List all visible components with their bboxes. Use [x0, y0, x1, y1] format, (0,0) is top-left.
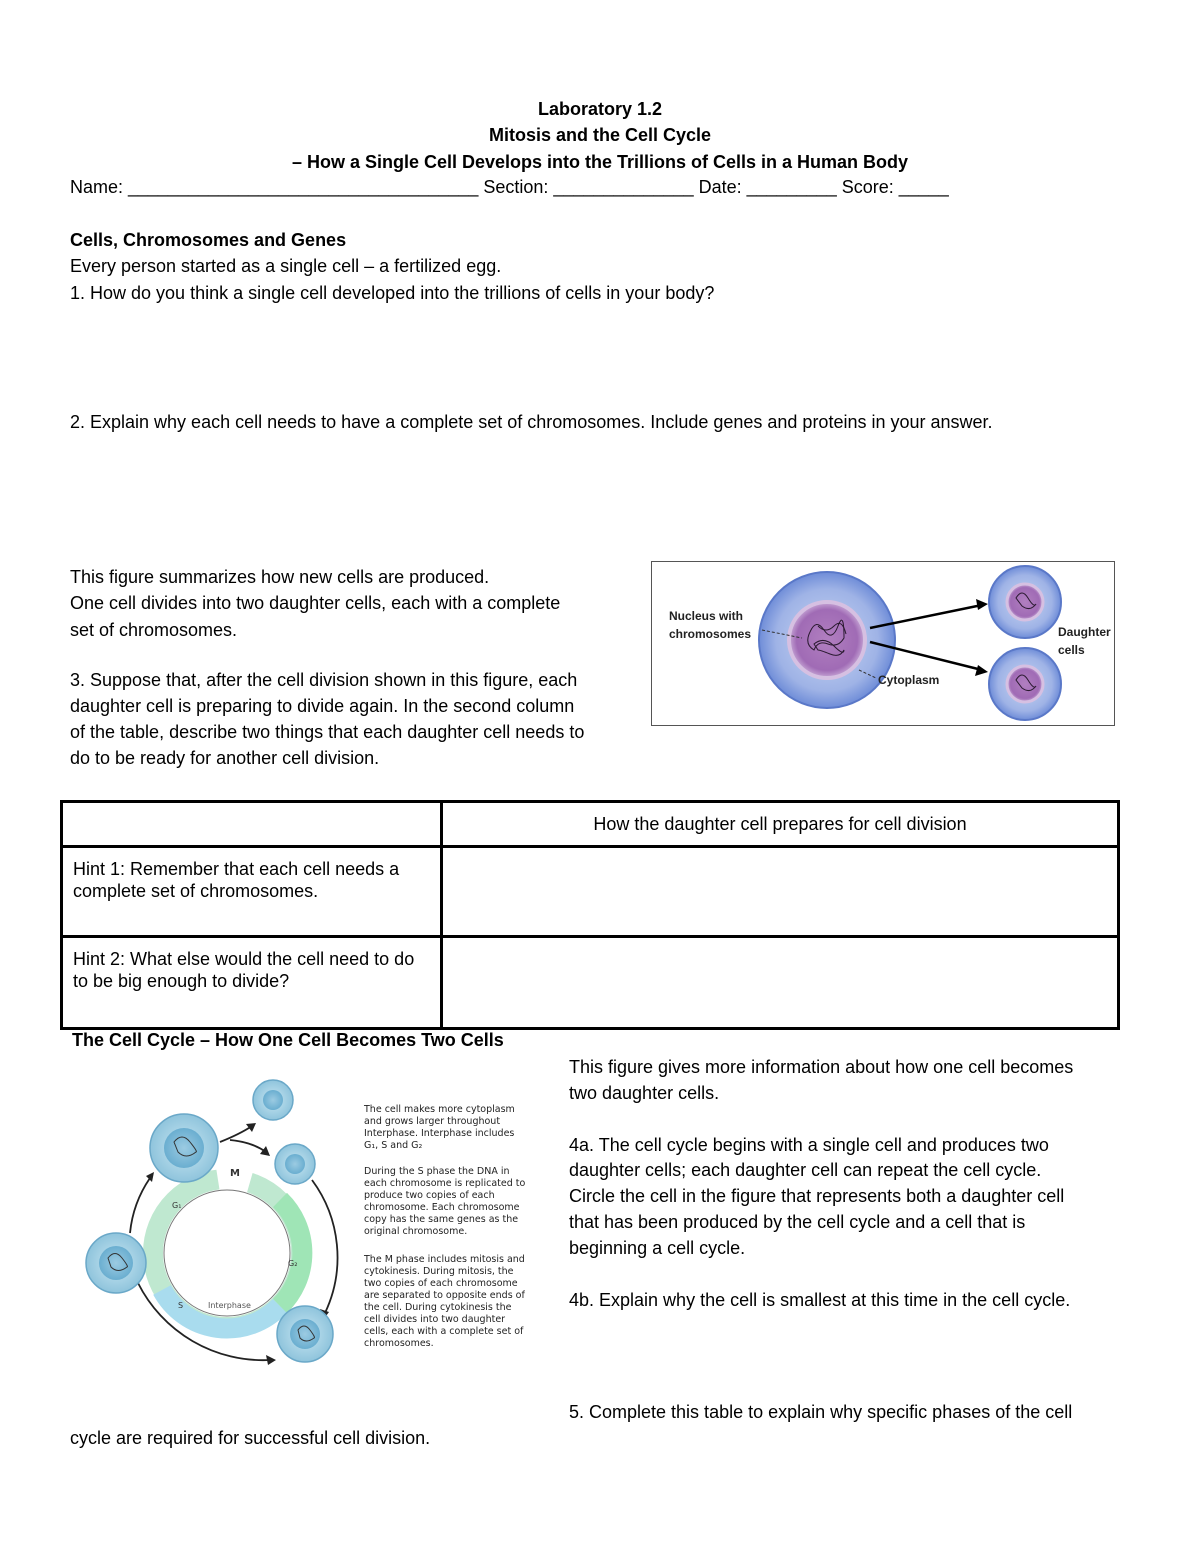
cycle-arrow-right — [312, 1180, 338, 1313]
daughter-nucleus-upper — [263, 1090, 283, 1110]
question-3-line2: daughter cell is preparing to divide again. In the second column — [70, 696, 575, 716]
figure1-text-line3: set of chromosomes. — [70, 620, 238, 640]
label-s: S — [178, 1301, 184, 1310]
cell-division-figure — [651, 561, 1115, 726]
table-header-cell-2: How the daughter cell prepares for cell division — [442, 802, 1119, 847]
question-1: 1. How do you think a single cell developed into the trillions of cells in your body? — [70, 283, 715, 303]
lab-title: Mitosis and the Cell Cycle — [488, 125, 712, 145]
split-arrowhead-up — [246, 1123, 256, 1132]
nucleus-bottom-right — [290, 1319, 320, 1349]
caption-m-phase: The M phase includes mitosis and cytokinesis. During mitosis, the two copies of each chromosome are separated to opposite ends of the cell. During cytokinesis the cell divides into two daughter cells, each with a complete set of chromosomes. — [364, 1254, 525, 1349]
label-daughter-line2: cells — [1058, 643, 1085, 657]
table-header-cell-1 — [62, 802, 442, 847]
caption-interphase: The cell makes more cytoplasm and grows larger throughout Interphase. Interphase includes G₁, S and G₂ — [364, 1104, 515, 1151]
lab-tagline: – How a Single Cell Develops into the Trillions of Cells in a Human Body — [291, 152, 909, 172]
figure2-text-line2: two daughter cells. — [569, 1083, 720, 1103]
m-phase-arc — [218, 1179, 250, 1182]
question-3-line3: of the table, describe two things that each daughter cell needs to — [70, 722, 585, 742]
cycle-arrowhead-left — [146, 1172, 154, 1182]
section-heading-cells: Cells, Chromosomes and Genes — [70, 230, 347, 250]
figure1-text-line1: This figure summarizes how new cells are produced. — [70, 567, 490, 587]
intro-text: Every person started as a single cell – a fertilized egg. — [70, 256, 502, 276]
question-4a-line2: daughter cells; each daughter cell can repeat the cell cycle. — [569, 1160, 1042, 1180]
arrow-lower-head — [975, 665, 988, 676]
split-arrow-up — [220, 1126, 252, 1142]
question-4a-line1: 4a. The cell cycle begins with a single cell and produces two — [569, 1135, 1049, 1155]
table-header-row — [62, 802, 1119, 847]
cycle-arrow-left — [130, 1178, 150, 1233]
question-4a-line5: beginning a cell cycle. — [569, 1238, 746, 1258]
question-2: 2. Explain why each cell needs to have a complete set of chromosomes. Include genes and proteins in your answer. — [70, 412, 993, 432]
question-5-line1: 5. Complete this table to explain why specific phases of the cell — [569, 1402, 1073, 1422]
caption-s-phase: During the S phase the DNA in each chromosome is replicated to produce two copies of each chromosome. Each chromosome copy has the same genes as the original chromosome. — [364, 1166, 526, 1237]
label-nucleus-line2: chromosomes — [669, 627, 752, 641]
ring-inner — [164, 1190, 290, 1316]
question-4a-line4: that has been produced by the cell cycle and a cell that is — [569, 1212, 1026, 1232]
figure2-text-line1: This figure gives more information about how one cell becomes — [569, 1057, 1074, 1077]
figure1-text-line2: One cell divides into two daughter cells, each with a complete — [70, 593, 561, 613]
section-heading-cell-cycle: The Cell Cycle – How One Cell Becomes Two Cells — [72, 1030, 504, 1050]
parent-nucleus — [789, 602, 865, 678]
hint-2-cell: Hint 2: What else would the cell need to do to be big enough to divide? — [62, 937, 442, 1029]
question-4b: 4b. Explain why the cell is smallest at this time in the cell cycle. — [569, 1290, 1071, 1310]
question-5-line2: cycle are required for successful cell division. — [70, 1428, 431, 1448]
table-row — [62, 847, 1119, 937]
daughter-cell-prep-table — [60, 800, 1120, 1030]
label-m-phase: M — [230, 1168, 240, 1179]
daughter-nucleus-bottom — [1007, 666, 1043, 702]
split-arrow-down — [230, 1140, 266, 1152]
label-g1: G₁ — [172, 1201, 182, 1210]
arrow-upper-head — [976, 599, 988, 610]
daughter-nucleus-top — [1007, 584, 1043, 620]
label-nucleus-line1: Nucleus with — [669, 609, 744, 623]
answer-2-cell[interactable] — [442, 937, 1119, 1029]
daughter-nucleus-lower — [285, 1154, 305, 1174]
label-daughter-line1: Daughter — [1058, 625, 1111, 639]
split-arrowhead-down — [260, 1146, 270, 1156]
question-3-line4: do to be ready for another cell division. — [70, 748, 380, 768]
nucleus-large-top — [164, 1128, 204, 1168]
student-info-line[interactable]: Name: ___________________________________ Section: ______________ Date: _________ Score: _____ — [70, 177, 949, 197]
label-cytoplasm: Cytoplasm — [878, 673, 940, 687]
question-3-line1: 3. Suppose that, after the cell division shown in this figure, each — [70, 670, 578, 690]
label-g2: G₂ — [288, 1259, 298, 1268]
table-row — [62, 937, 1119, 1029]
label-interphase: Interphase — [208, 1301, 251, 1310]
lab-number: Laboratory 1.2 — [537, 99, 663, 119]
cell-division-diagram — [652, 562, 1114, 725]
cell-cycle-diagram — [80, 1068, 360, 1368]
cell-cycle-figure — [80, 1068, 360, 1368]
nucleus-left — [99, 1246, 133, 1280]
cycle-arrowhead-bottom — [266, 1355, 276, 1365]
question-4a-line3: Circle the cell in the figure that represents both a daughter cell — [569, 1186, 1065, 1206]
answer-1-cell[interactable] — [442, 847, 1119, 937]
hint-1-cell: Hint 1: Remember that each cell needs a complete set of chromosomes. — [62, 847, 442, 937]
